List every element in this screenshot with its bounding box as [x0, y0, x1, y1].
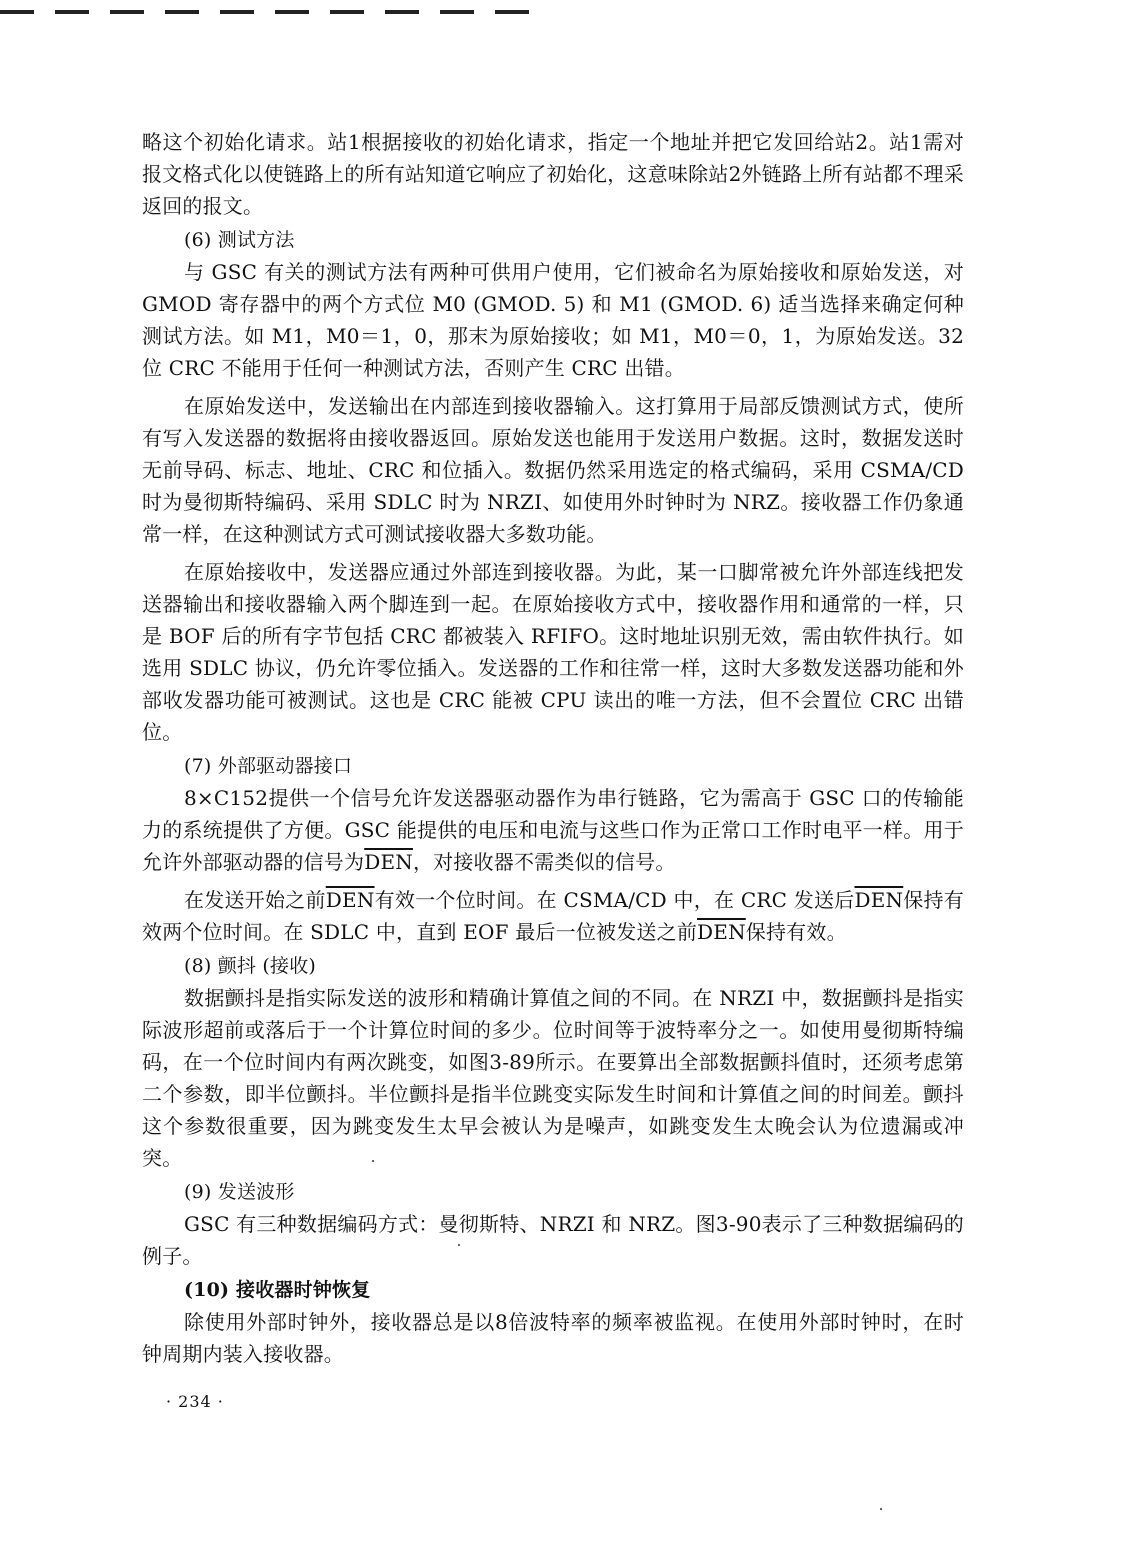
top-dashed-rule: [0, 0, 530, 14]
section-heading-9: (9) 发送波形: [184, 1181, 295, 1203]
paragraph-clock-recovery: 除使用外部时钟外，接收器总是以8倍波特率的频率被监视。在使用外部时钟时，在时钟周期内装入接收器。: [142, 1310, 964, 1366]
text-run: 保持有效。: [745, 920, 847, 944]
text-run: 在发送开始之前: [184, 888, 326, 912]
den-signal: $\overline{DEN}$: [364, 850, 413, 874]
den-signal: $\overline{DEN}$: [697, 920, 746, 944]
den-signal: $\overline{DEN}$: [854, 888, 904, 912]
paragraph-den-timing: [142, 884, 964, 948]
section-heading-8: (8) 颤抖 (接收): [184, 955, 317, 977]
paragraph-test-methods: 与 GSC 有关的测试方法有两种可供用户使用，它们被命名为原始接收和原始发送，对 GMOD 寄存器中的两个方式位 M0 (GMOD. 5) 和 M1 (GMOD. 6) 适当选择来确定何种测试方法。如 M1，M0＝1，0，那末为原始接收；如 M1，M0＝0，1，为原始发送。32 位 CRC 不能用于任何一种测试方法，否则产生 CRC 出错。: [142, 260, 964, 380]
scan-speck: [880, 1508, 882, 1510]
section-heading-7: (7) 外部驱动器接口: [184, 755, 353, 777]
paragraph-external-driver: [142, 782, 964, 878]
paragraph-raw-transmit: 在原始发送中，发送输出在内部连到接收器输入。这打算用于局部反馈测试方式，使所有写入发送器的数据将由接收器返回。原始发送也能用于发送用户数据。这时，数据发送时无前导码、标志、地址、CRC 和位插入。数据仍然采用选定的格式编码，采用 CSMA/CD 时为曼彻斯特编码、采用 SDLC 时为 NRZI、如使用外时钟时为 NRZ。接收器工作仍象通常一样，在这种测试方式可测试接收器大多数功能。: [142, 394, 964, 546]
text-run: 保持有效两个位时间。在 SDLC 中，直到 EOF 最后一位被发送之前: [142, 888, 964, 944]
document-body: [142, 126, 964, 1370]
text-run: 有效一个位时间。在 CSMA/CD 中，在 CRC 发送后: [374, 888, 855, 912]
paragraph-raw-receive: 在原始接收中，发送器应通过外部连到接收器。为此，某一口脚常被允许外部连线把发送器输出和接收器输入两个脚连到一起。在原始接收方式中，接收器作用和通常的一样，只是 BOF 后的所有字节包括 CRC 都被装入 RFIFO。这时地址识别无效，需由软件执行。如选用 SDLC 协议，仍允许零位插入。发送器的工作和往常一样，这时大多数发送器功能和外部收发器功能可被测试。这也是 CRC 能被 CPU 读出的唯一方法，但不会置位 CRC 出错位。: [142, 560, 964, 744]
page-number: · 234 ·: [166, 1392, 224, 1411]
section-heading-10: (10) 接收器时钟恢复: [184, 1279, 371, 1301]
text-run: 8×C152提供一个信号允许发送器驱动器作为串行链路，它为需高于 GSC 口的传输能力的系统提供了方便。GSC 能提供的电压和电流与这些口作为正常口工作时电平一样。用于允许外部驱动器的信号为: [142, 786, 964, 874]
section-heading-6: (6) 测试方法: [184, 229, 295, 251]
paragraph-jitter: 数据颤抖是指实际发送的波形和精确计算值之间的不同。在 NRZI 中，数据颤抖是指实际波形超前或落后于一个计算位时间的多少。位时间等于波特率分之一。如使用曼彻斯特编码，在一个位时间内有两次跳变，如图3-89所示。在要算出全部数据颤抖值时，还须考虑第二个参数，即半位颤抖。半位颤抖是指半位跳变实际发生时间和计算值之间的时间差。颤抖这个参数很重要，因为跳变发生太早会被认为是噪声，如跳变发生太晚会认为位遗漏或冲突。: [142, 986, 964, 1170]
scan-speck: [372, 1160, 374, 1162]
paragraph-waveforms: GSC 有三种数据编码方式：曼彻斯特、NRZI 和 NRZ。图3-90表示了三种数据编码的例子。: [142, 1212, 964, 1268]
den-signal: $\overline{DEN}$: [325, 888, 375, 912]
text-run: ，对接收器不需类似的信号。: [412, 850, 676, 874]
scan-speck: [458, 1244, 460, 1246]
paragraph-continuation: 略这个初始化请求。站1根据接收的初始化请求，指定一个地址并把它发回给站2。站1需对报文格式化以使链路上的所有站知道它响应了初始化，这意味除站2外链路上所有站都不理采返回的报文。: [142, 130, 964, 218]
